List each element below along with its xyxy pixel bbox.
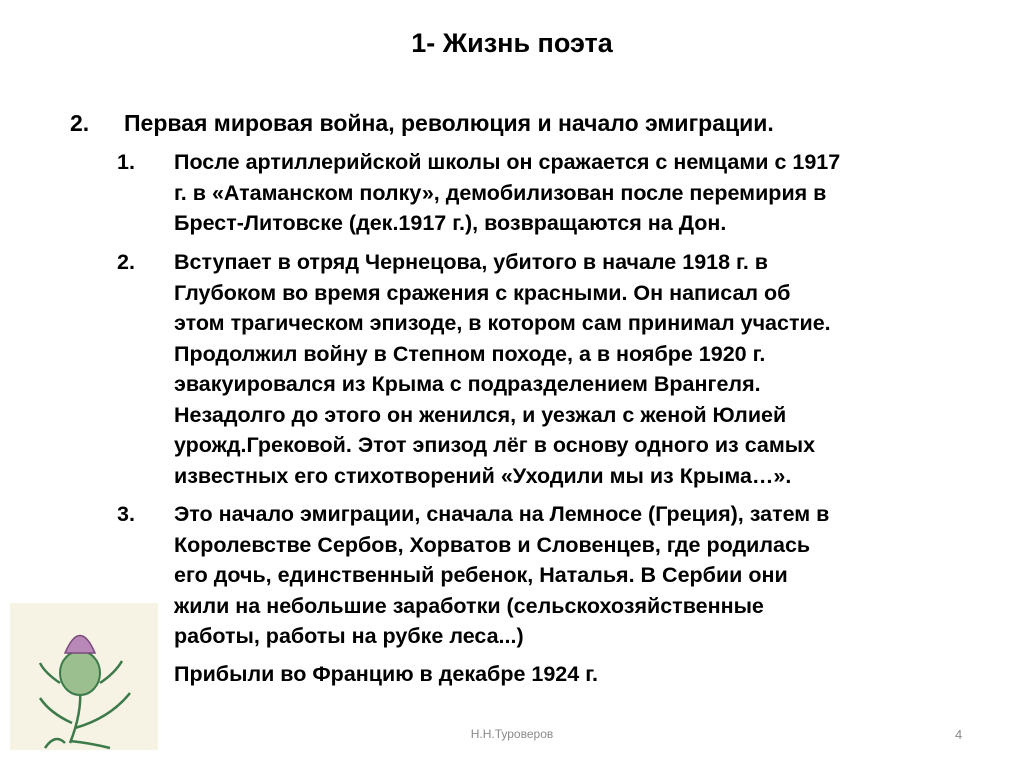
item-line: Глубоком во время сражения с красными. Он написал об — [174, 280, 791, 305]
section-number: 2. — [70, 110, 90, 136]
item-number: 2. — [117, 250, 135, 274]
item-line: жили на небольшие заработки (сельскохозяйственные — [174, 593, 764, 618]
item-line: эвакуировался из Крыма с подразделением Врангеля. — [174, 372, 761, 396]
slide-title: 1- Жизнь поэта — [411, 28, 613, 58]
list-item — [117, 147, 840, 239]
item-line: Вступает в отряд Чернецова, убитого в начале 1918 г. в — [174, 250, 769, 274]
list-item — [117, 247, 831, 491]
item-line: Продолжил войну в Степном походе, а в ноябре 1920 г. — [174, 341, 766, 366]
item-line: его дочь, единственный ребенок, Наталья. В Сербии они — [174, 563, 788, 587]
item-line: Незадолго до этого он женился, и уезжал с женой Юлией — [174, 402, 787, 427]
item-line: Брест-Литовске (дек.1917 г.), возвращаются на Дон. — [174, 211, 727, 235]
item-line: урожд.Грековой. Этот эпизод лёг в основу одного из самых — [174, 433, 816, 457]
section-text: Первая мировая война, революция и начало эмиграции. — [124, 110, 774, 136]
page-number: 4 — [955, 727, 963, 742]
item-line: Прибыли во Францию в декабре 1924 г. — [174, 662, 598, 686]
item-line: известных его стихотворений «Уходили мы из Крыма…». — [174, 463, 792, 488]
item-line: г. в «Атаманском полку», демобилизован после перемирия в — [174, 180, 827, 205]
item-line: Королевстве Сербов, Хорватов и Словенцев, где родилась — [174, 532, 811, 557]
item-line: Это начало эмиграции, сначала на Лемносе (Греция), затем в — [174, 502, 830, 526]
list-item — [117, 499, 829, 652]
list-item — [117, 659, 598, 690]
item-line: этом трагическом эпизоде, в котором сам принимал участие. — [174, 311, 831, 335]
item-line: После артиллерийской школы он сражается с немцами с 1917 — [174, 150, 841, 174]
footer-author: Н.Н.Туроверов — [470, 727, 554, 741]
item-line: работы, работы на рубке леса...) — [174, 624, 524, 648]
item-number: 3. — [117, 502, 135, 526]
section-heading — [70, 110, 774, 137]
item-number: 1. — [117, 150, 135, 174]
